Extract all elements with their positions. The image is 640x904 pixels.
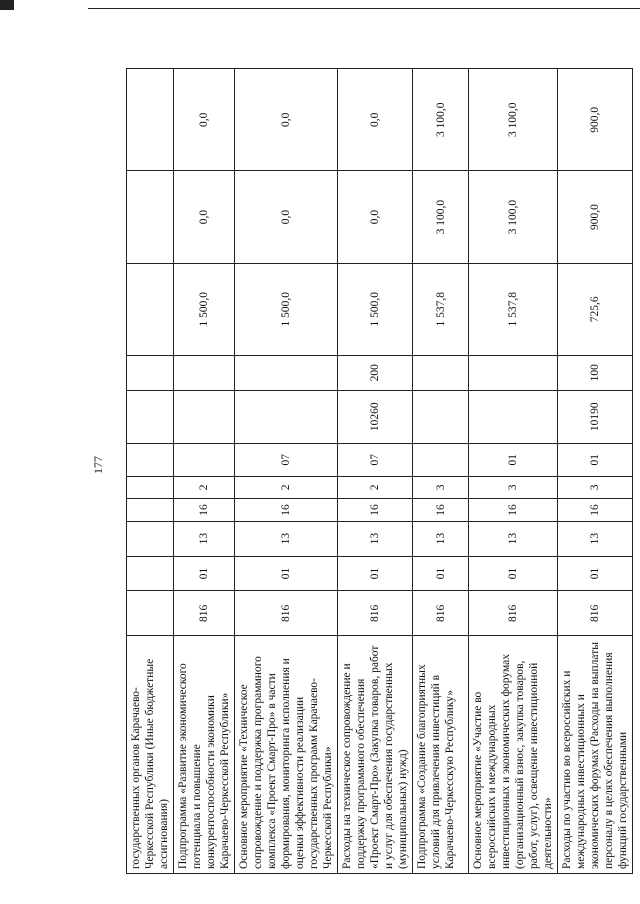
table-row [174, 69, 235, 874]
target-article-part-2: 3 [558, 476, 633, 499]
target-article-part-1: 16 [174, 499, 235, 522]
subsection-code: 13 [235, 521, 338, 556]
budget-table [126, 68, 633, 874]
section-code: 01 [413, 556, 469, 591]
expense-type-code: 100 [558, 355, 633, 390]
page-number: 177 [91, 456, 105, 474]
expense-type-code [413, 355, 469, 390]
amount-year-1: 1 500,0 [174, 263, 235, 355]
target-article-part-2: 2 [235, 476, 338, 499]
target-article-part-1 [127, 499, 174, 522]
subsection-code: 13 [469, 521, 558, 556]
target-article-part-3: 07 [235, 443, 338, 476]
ministry-code: 816 [469, 591, 558, 636]
row-description: Основное мероприятие «Участие во всероссийских и международных инвестиционных и экономических форумах (организационный взнос, закупка товаров, работ, услуг), освещение инвестиционной деятельности» [469, 636, 558, 874]
row-description: Расходы на техническое сопровождение и поддержку программного обеспечения «Проект Смарт-Про» (Закупка товаров, работ и услуг для обеспечения государственных (муниципальных) нужд) [338, 636, 413, 874]
subsection-code: 13 [338, 521, 413, 556]
section-code: 01 [558, 556, 633, 591]
amount-year-3: 3 100,0 [469, 69, 558, 171]
amount-year-2: 0,0 [235, 171, 338, 263]
amount-year-3: 3 100,0 [413, 69, 469, 171]
rotated-table-wrapper [126, 68, 633, 874]
section-code: 01 [174, 556, 235, 591]
expense-type-code: 200 [338, 355, 413, 390]
amount-year-2: 900,0 [558, 171, 633, 263]
amount-year-3: 0,0 [338, 69, 413, 171]
table-row [469, 69, 558, 874]
amount-year-1 [127, 263, 174, 355]
amount-year-3: 0,0 [235, 69, 338, 171]
target-article-part-2: 2 [338, 476, 413, 499]
amount-year-2: 0,0 [338, 171, 413, 263]
ministry-code: 816 [338, 591, 413, 636]
expense-type-code [174, 355, 235, 390]
subsection-code: 13 [174, 521, 235, 556]
expense-type-code [127, 355, 174, 390]
ministry-code: 816 [235, 591, 338, 636]
scan-corner-mark [0, 0, 14, 10]
row-description: Расходы по участию во всероссийских и международных инвестиционных и экономических форумах (Расходы на выплаты персоналу в целях обеспечения выполнения функций государственными [558, 636, 633, 874]
target-article-part-1: 16 [558, 499, 633, 522]
top-rule [88, 8, 640, 9]
amount-year-1: 1 537,8 [413, 263, 469, 355]
target-article-part-4 [174, 390, 235, 443]
section-code: 01 [338, 556, 413, 591]
target-article-part-2: 3 [413, 476, 469, 499]
target-article-part-4 [413, 390, 469, 443]
row-description: Подпрограмма «Создание благоприятных условий для привлечения инвестиций в Карачаево-Черкесскую Республику» [413, 636, 469, 874]
target-article-part-4 [127, 390, 174, 443]
target-article-part-1: 16 [469, 499, 558, 522]
row-description: Подпрограмма «Развитие экономического потенциала и повышение конкурентоспособности экономики Карачаево-Черкесской Республики» [174, 636, 235, 874]
target-article-part-4: 10190 [558, 390, 633, 443]
target-article-part-3: 01 [558, 443, 633, 476]
expense-type-code [235, 355, 338, 390]
table-row [413, 69, 469, 874]
subsection-code: 13 [558, 521, 633, 556]
amount-year-1: 1 500,0 [338, 263, 413, 355]
table-row [127, 69, 174, 874]
amount-year-2 [127, 171, 174, 263]
target-article-part-2 [127, 476, 174, 499]
target-article-part-4 [235, 390, 338, 443]
subsection-code [127, 521, 174, 556]
target-article-part-1: 16 [235, 499, 338, 522]
amount-year-1: 725,6 [558, 263, 633, 355]
target-article-part-1: 16 [413, 499, 469, 522]
target-article-part-1: 16 [338, 499, 413, 522]
amount-year-1: 1 537,8 [469, 263, 558, 355]
amount-year-1: 1 500,0 [235, 263, 338, 355]
target-article-part-3 [413, 443, 469, 476]
table-row [558, 69, 633, 874]
target-article-part-3: 07 [338, 443, 413, 476]
section-code: 01 [235, 556, 338, 591]
amount-year-3 [127, 69, 174, 171]
target-article-part-4: 10260 [338, 390, 413, 443]
target-article-part-4 [469, 390, 558, 443]
target-article-part-2: 3 [469, 476, 558, 499]
amount-year-2: 3 100,0 [413, 171, 469, 263]
ministry-code: 816 [558, 591, 633, 636]
row-description: государственных органов Карачаево-Черкесской Республики (Иные бюджетные ассигнования) [127, 636, 174, 874]
row-description: Основное мероприятие «Техническое сопровождение и поддержка программного комплекса «Проект Смарт-Про» в части формирования, мониторинга исполнения и оценки эффективности реализации государственных программ Карачаево-Черкесской Республики» [235, 636, 338, 874]
section-code [127, 556, 174, 591]
section-code: 01 [469, 556, 558, 591]
ministry-code: 816 [413, 591, 469, 636]
ministry-code [127, 591, 174, 636]
target-article-part-3 [174, 443, 235, 476]
table-row [235, 69, 338, 874]
table-row [338, 69, 413, 874]
amount-year-2: 0,0 [174, 171, 235, 263]
target-article-part-2: 2 [174, 476, 235, 499]
expense-type-code [469, 355, 558, 390]
ministry-code: 816 [174, 591, 235, 636]
subsection-code: 13 [413, 521, 469, 556]
table-body [127, 69, 633, 874]
target-article-part-3: 01 [469, 443, 558, 476]
target-article-part-3 [127, 443, 174, 476]
amount-year-3: 0,0 [174, 69, 235, 171]
amount-year-2: 3 100,0 [469, 171, 558, 263]
amount-year-3: 900,0 [558, 69, 633, 171]
